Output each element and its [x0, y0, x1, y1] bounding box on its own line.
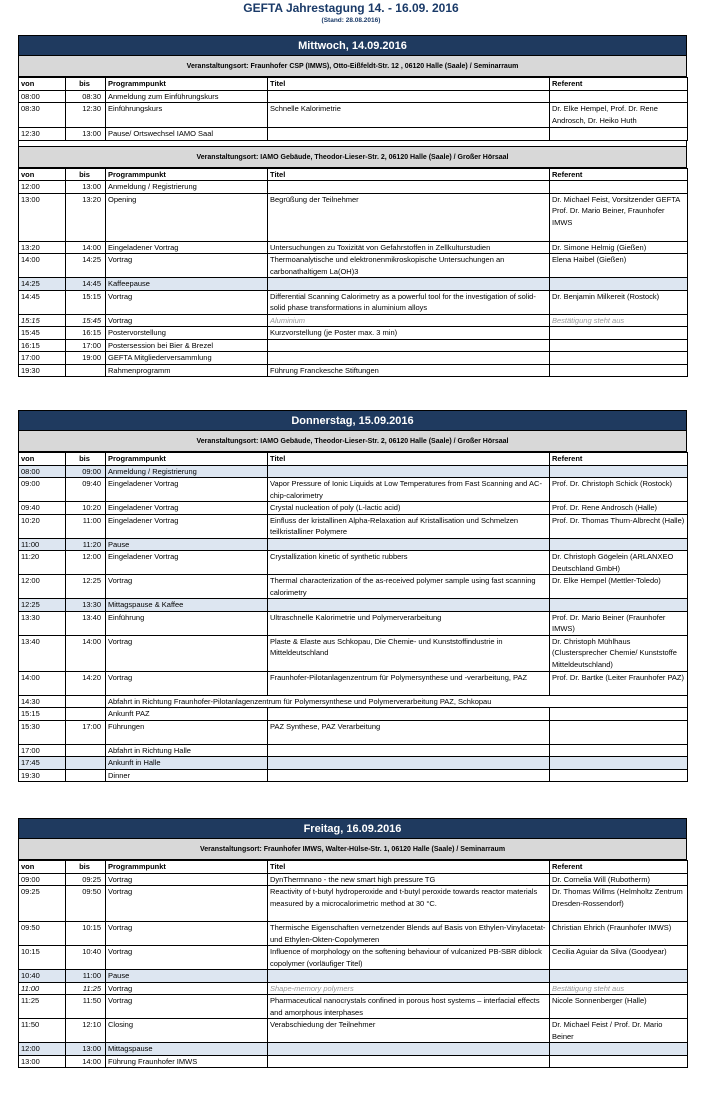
cell-referent: Prof. Dr. Thomas Thurn-Albrecht (Halle): [550, 514, 688, 538]
cell-referent: Dr. Christoph Gögelein (ARLANXEO Deutschland GmbH): [550, 551, 688, 575]
cell-referent: Dr. Benjamin Milkereit (Rostock): [550, 290, 688, 314]
cell-referent: [550, 465, 688, 478]
cell-von: 13:40: [19, 635, 66, 671]
cell-referent: Elena Haibel (Gießen): [550, 254, 688, 278]
cell-referent: Prof. Dr. Bartke (Leiter Fraunhofer PAZ): [550, 671, 688, 695]
cell-bis: 14:00: [66, 1055, 106, 1068]
cell-programmpunkt: Mittagspause & Kaffee: [106, 599, 268, 612]
cell-programmpunkt: Abfahrt in Richtung Halle: [106, 744, 268, 757]
column-header: Referent: [550, 78, 688, 91]
column-header: Referent: [550, 453, 688, 466]
cell-von: 14:00: [19, 254, 66, 278]
cell-von: 11:50: [19, 1019, 66, 1043]
cell-titel: Verabschiedung der Teilnehmer: [268, 1019, 550, 1043]
table-row: [19, 193, 688, 241]
cell-programmpunkt: Führung Fraunhofer IMWS: [106, 1055, 268, 1068]
cell-programmpunkt: Vortrag: [106, 671, 268, 695]
day-section: [18, 410, 687, 782]
cell-referent: [550, 364, 688, 377]
cell-bis: 13:00: [66, 128, 106, 141]
cell-referent: [550, 970, 688, 983]
cell-referent: Nicole Sonnenberger (Halle): [550, 995, 688, 1019]
cell-referent: Prof. Dr. Christoph Schick (Rostock): [550, 478, 688, 502]
cell-von: 10:40: [19, 970, 66, 983]
cell-bis: 13:40: [66, 611, 106, 635]
cell-programmpunkt: Einführungskurs: [106, 103, 268, 128]
table-row: [19, 551, 688, 575]
cell-programmpunkt: Rahmenprogramm: [106, 364, 268, 377]
table-row: [19, 970, 688, 983]
cell-programmpunkt: Eingeladener Vortrag: [106, 241, 268, 254]
day-section: [18, 818, 687, 1068]
cell-bis: 08:30: [66, 90, 106, 103]
cell-von: 09:00: [19, 478, 66, 502]
cell-bis: 11:20: [66, 538, 106, 551]
cell-referent: [550, 744, 688, 757]
day-heading: Freitag, 16.09.2016: [18, 818, 687, 839]
cell-programmpunkt: Vortrag: [106, 922, 268, 946]
schedule-table: [18, 860, 688, 1068]
table-row: [19, 611, 688, 635]
cell-titel: Fraunhofer-Pilotanlagenzentrum für Polymersynthese und -verarbeitung, PAZ: [268, 671, 550, 695]
cell-von: 12:00: [19, 181, 66, 194]
table-row: [19, 1019, 688, 1043]
page-subtitle: (Stand: 28.08.2016): [321, 17, 381, 24]
table-row: [19, 103, 688, 128]
cell-referent: [550, 128, 688, 141]
cell-bis: [66, 708, 106, 721]
table-row: [19, 538, 688, 551]
column-header: Referent: [550, 861, 688, 874]
cell-titel: Schnelle Kalorimetrie: [268, 103, 550, 128]
cell-bis: 14:45: [66, 278, 106, 291]
table-row: [19, 695, 688, 708]
cell-titel: PAZ Synthese, PAZ Verarbeitung: [268, 720, 550, 744]
cell-bis: 14:25: [66, 254, 106, 278]
column-header: von: [19, 168, 66, 181]
cell-titel: DynThermnano - the new smart high pressure TG: [268, 873, 550, 886]
table-row: [19, 886, 688, 922]
cell-von: 15:15: [19, 708, 66, 721]
table-row: [19, 278, 688, 291]
cell-von: 11:00: [19, 538, 66, 551]
cell-von: 15:30: [19, 720, 66, 744]
table-header-row: [19, 168, 688, 181]
column-header: Titel: [268, 453, 550, 466]
cell-titel: Reactivity of t-butyl hydroperoxide and t-butyl peroxide towards reactor materials measured by a microcalorimetric method at 30 °C.: [268, 886, 550, 922]
column-header: Programmpunkt: [106, 861, 268, 874]
cell-bis: 17:00: [66, 339, 106, 352]
venue-row: Veranstaltungsort: IAMO Gebäude, Theodor-Lieser-Str. 2, 06120 Halle (Saale) / Großer Hörsaal: [18, 147, 687, 168]
cell-titel: [268, 352, 550, 365]
cell-bis: 17:00: [66, 720, 106, 744]
cell-titel: Ultraschnelle Kalorimetrie und Polymerverarbeitung: [268, 611, 550, 635]
cell-titel: Einfluss der kristallinen Alpha-Relaxation auf Kristallisation und Schmelzen teilkristalliner Polymere: [268, 514, 550, 538]
cell-programmpunkt: Vortrag: [106, 290, 268, 314]
cell-referent: [550, 538, 688, 551]
cell-referent: [550, 327, 688, 340]
cell-titel: Differential Scanning Calorimetry as a powerful tool for the investigation of solid-solid phase transformations in aluminium alloys: [268, 290, 550, 314]
cell-titel: Plaste & Elaste aus Schkopau, Die Chemie- und Kunststoffindustrie in Mitteldeutschland: [268, 635, 550, 671]
cell-referent: [550, 599, 688, 612]
table-row: [19, 465, 688, 478]
cell-bis: 13:30: [66, 599, 106, 612]
cell-von: 13:00: [19, 1055, 66, 1068]
cell-programmpunkt: Eingeladener Vortrag: [106, 478, 268, 502]
cell-titel: Begrüßung der Teilnehmer: [268, 193, 550, 241]
venue-row: Veranstaltungsort: Fraunhofer IMWS, Walter-Hülse-Str. 1, 06120 Halle (Saale) / Seminarraum: [18, 839, 687, 860]
cell-bis: 11:50: [66, 995, 106, 1019]
table-row: [19, 744, 688, 757]
cell-bis: 16:15: [66, 327, 106, 340]
cell-referent: [550, 339, 688, 352]
cell-programmpunkt: Pause: [106, 538, 268, 551]
cell-programmpunkt: Vortrag: [106, 254, 268, 278]
cell-programmpunkt: Postersession bei Bier & Brezel: [106, 339, 268, 352]
cell-programmpunkt: Anmeldung zum Einführungskurs: [106, 90, 268, 103]
cell-bis: 12:00: [66, 551, 106, 575]
cell-referent: Cecilia Aguiar da Silva (Goodyear): [550, 946, 688, 970]
venue-row: Veranstaltungsort: IAMO Gebäude, Theodor-Lieser-Str. 2, 06120 Halle (Saale) / Großer Hörsaal: [18, 431, 687, 452]
table-row: [19, 254, 688, 278]
cell-titel: Aluminium: [268, 314, 550, 327]
column-header: Programmpunkt: [106, 168, 268, 181]
cell-bis: 09:25: [66, 873, 106, 886]
cell-bis: 13:00: [66, 1043, 106, 1056]
cell-bis: 10:20: [66, 502, 106, 515]
cell-von: 12:30: [19, 128, 66, 141]
column-header: Programmpunkt: [106, 453, 268, 466]
column-header: Titel: [268, 861, 550, 874]
table-row: [19, 90, 688, 103]
cell-referent: Bestätigung steht aus: [550, 314, 688, 327]
cell-titel: [268, 744, 550, 757]
cell-von: 10:20: [19, 514, 66, 538]
cell-von: 15:45: [19, 327, 66, 340]
cell-programmpunkt: Vortrag: [106, 886, 268, 922]
cell-referent: Dr. Thomas Willms (Helmholtz Zentrum Dresden-Rossendorf): [550, 886, 688, 922]
cell-von: 12:25: [19, 599, 66, 612]
table-row: [19, 873, 688, 886]
cell-referent: Dr. Elke Hempel (Mettler-Toledo): [550, 575, 688, 599]
cell-von: 11:20: [19, 551, 66, 575]
schedule-table: [18, 452, 688, 782]
cell-bis: 09:40: [66, 478, 106, 502]
cell-bis: 15:45: [66, 314, 106, 327]
cell-programmpunkt: Vortrag: [106, 946, 268, 970]
cell-titel: Führung Franckesche Stiftungen: [268, 364, 550, 377]
cell-referent: [550, 278, 688, 291]
cell-titel: [268, 769, 550, 782]
cell-von: 13:20: [19, 241, 66, 254]
cell-programmpunkt: Vortrag: [106, 873, 268, 886]
cell-von: 19:30: [19, 364, 66, 377]
cell-titel: [268, 1043, 550, 1056]
cell-von: 17:45: [19, 757, 66, 770]
cell-von: 14:30: [19, 695, 66, 708]
column-header: bis: [66, 453, 106, 466]
column-header: von: [19, 453, 66, 466]
cell-titel: [268, 1055, 550, 1068]
cell-von: 19:30: [19, 769, 66, 782]
cell-programmpunkt: Vortrag: [106, 995, 268, 1019]
cell-programmpunkt: Vortrag: [106, 635, 268, 671]
cell-bis: [66, 744, 106, 757]
cell-programmpunkt: Vortrag: [106, 314, 268, 327]
cell-bis: 13:20: [66, 193, 106, 241]
cell-von: 17:00: [19, 744, 66, 757]
cell-titel: [268, 708, 550, 721]
cell-titel: [268, 278, 550, 291]
cell-referent: [550, 720, 688, 744]
column-header: von: [19, 78, 66, 91]
cell-referent: [550, 352, 688, 365]
venue-row: Veranstaltungsort: Fraunhofer CSP (IMWS), Otto-Eißfeldt-Str. 12 , 06120 Halle (Saale) / Seminarraum: [18, 56, 687, 77]
cell-bis: 10:40: [66, 946, 106, 970]
cell-von: 12:00: [19, 575, 66, 599]
schedule-table: [18, 168, 688, 378]
cell-programmpunkt: Führungen: [106, 720, 268, 744]
cell-programmpunkt: Anmeldung / Registrierung: [106, 465, 268, 478]
cell-von: 14:25: [19, 278, 66, 291]
cell-von: 09:50: [19, 922, 66, 946]
table-row: [19, 181, 688, 194]
cell-programmpunkt: Anmeldung / Registrierung: [106, 181, 268, 194]
cell-titel: [268, 599, 550, 612]
cell-von: 09:25: [19, 886, 66, 922]
column-header: Titel: [268, 168, 550, 181]
cell-programmpunkt: Eingeladener Vortrag: [106, 514, 268, 538]
cell-bis: 15:15: [66, 290, 106, 314]
table-header-row: [19, 78, 688, 91]
cell-programmpunkt: Kaffeepause: [106, 278, 268, 291]
cell-titel: Crystallization kinetic of synthetic rubbers: [268, 551, 550, 575]
cell-titel: [268, 128, 550, 141]
cell-titel: [268, 465, 550, 478]
cell-bis: 12:25: [66, 575, 106, 599]
cell-titel: [268, 757, 550, 770]
cell-bis: 11:00: [66, 514, 106, 538]
column-header: Referent: [550, 168, 688, 181]
cell-von: 10:15: [19, 946, 66, 970]
cell-referent: [550, 769, 688, 782]
cell-von: 13:30: [19, 611, 66, 635]
cell-bis: 19:00: [66, 352, 106, 365]
cell-titel: Thermische Eigenschaften vernetzender Blends auf Basis von Ethylen-Vinylacetat- und Ethylen-Okten-Copolymeren: [268, 922, 550, 946]
day-heading: Mittwoch, 14.09.2016: [18, 35, 687, 56]
day-section: [18, 35, 687, 377]
cell-referent: [550, 181, 688, 194]
cell-programmpunkt: Pause: [106, 970, 268, 983]
cell-programmpunkt: Closing: [106, 1019, 268, 1043]
cell-titel: Pharmaceutical nanocrystals confined in porous host systems – interfacial effects and amorphous interphases: [268, 995, 550, 1019]
cell-bis: 13:00: [66, 181, 106, 194]
cell-titel: [268, 970, 550, 983]
cell-programmpunkt: Eingeladener Vortrag: [106, 551, 268, 575]
table-row: [19, 339, 688, 352]
cell-von: 08:30: [19, 103, 66, 128]
cell-programmpunkt: Einführung: [106, 611, 268, 635]
cell-von: 12:00: [19, 1043, 66, 1056]
cell-titel: Influence of morphology on the softening behaviour of vulcanized PB-SBR diblock copolymer (vorläufiger Titel): [268, 946, 550, 970]
table-row: [19, 757, 688, 770]
cell-von: 11:00: [19, 982, 66, 995]
table-row: [19, 995, 688, 1019]
table-row: [19, 514, 688, 538]
cell-titel: Kurzvorstellung (je Poster max. 3 min): [268, 327, 550, 340]
cell-bis: [66, 364, 106, 377]
cell-von: 16:15: [19, 339, 66, 352]
cell-referent: Christian Ehrich (Fraunhofer IMWS): [550, 922, 688, 946]
cell-referent: Prof. Dr. Mario Beiner (Fraunhofer IMWS): [550, 611, 688, 635]
schedule-table: [18, 77, 688, 141]
table-row: [19, 635, 688, 671]
cell-bis: 10:15: [66, 922, 106, 946]
cell-referent: [550, 90, 688, 103]
table-row: [19, 671, 688, 695]
column-header: von: [19, 861, 66, 874]
table-row: [19, 575, 688, 599]
cell-von: 08:00: [19, 90, 66, 103]
cell-programmpunkt: Abfahrt in Richtung Fraunhofer-Pilotanlagenzentrum für Polymersynthese und Polymerverarbeitung PAZ, Schkopau: [106, 695, 688, 708]
cell-referent: [550, 1043, 688, 1056]
cell-bis: 11:25: [66, 982, 106, 995]
cell-titel: Shape-memory polymers: [268, 982, 550, 995]
cell-referent: Dr. Michael Feist, Vorsitzender GEFTA Prof. Dr. Mario Beiner, Fraunhofer IMWS: [550, 193, 688, 241]
cell-programmpunkt: Ankunft PAZ: [106, 708, 268, 721]
table-row: [19, 314, 688, 327]
cell-referent: Bestätigung steht aus: [550, 982, 688, 995]
cell-von: 15:15: [19, 314, 66, 327]
cell-bis: 14:00: [66, 241, 106, 254]
cell-von: 11:25: [19, 995, 66, 1019]
table-row: [19, 1043, 688, 1056]
table-row: [19, 502, 688, 515]
cell-referent: [550, 708, 688, 721]
table-row: [19, 364, 688, 377]
cell-von: 09:40: [19, 502, 66, 515]
cell-programmpunkt: Opening: [106, 193, 268, 241]
cell-bis: 09:00: [66, 465, 106, 478]
column-header: bis: [66, 78, 106, 91]
cell-referent: Dr. Cornelia Will (Rubotherm): [550, 873, 688, 886]
table-row: [19, 769, 688, 782]
table-header-row: [19, 453, 688, 466]
column-header: bis: [66, 861, 106, 874]
cell-von: 14:00: [19, 671, 66, 695]
cell-bis: 14:00: [66, 635, 106, 671]
cell-programmpunkt: Ankunft in Halle: [106, 757, 268, 770]
cell-von: 17:00: [19, 352, 66, 365]
cell-referent: [550, 757, 688, 770]
page-title: GEFTA Jahrestagung 14. - 16.09. 2016: [243, 1, 459, 15]
table-row: [19, 478, 688, 502]
cell-titel: [268, 339, 550, 352]
table-row: [19, 290, 688, 314]
table-header-row: [19, 861, 688, 874]
cell-programmpunkt: Mittagspause: [106, 1043, 268, 1056]
table-row: [19, 241, 688, 254]
cell-referent: [550, 1055, 688, 1068]
cell-bis: [66, 757, 106, 770]
cell-von: 14:45: [19, 290, 66, 314]
cell-titel: [268, 538, 550, 551]
table-row: [19, 708, 688, 721]
cell-bis: 12:10: [66, 1019, 106, 1043]
cell-bis: 14:20: [66, 671, 106, 695]
cell-referent: Dr. Elke Hempel, Prof. Dr. Rene Androsch, Dr. Heiko Huth: [550, 103, 688, 128]
cell-referent: Dr. Christoph Mühlhaus (Clustersprecher Chemie/ Kunststoffe Mitteldeutschland): [550, 635, 688, 671]
cell-titel: Crystal nucleation of poly (L-lactic acid): [268, 502, 550, 515]
table-row: [19, 128, 688, 141]
cell-programmpunkt: Vortrag: [106, 982, 268, 995]
column-header: bis: [66, 168, 106, 181]
cell-titel: Thermal characterization of the as-received polymer sample using fast scanning calorimetry: [268, 575, 550, 599]
cell-referent: Dr. Michael Feist / Prof. Dr. Mario Beiner: [550, 1019, 688, 1043]
table-row: [19, 599, 688, 612]
cell-von: 13:00: [19, 193, 66, 241]
table-row: [19, 327, 688, 340]
column-header: Programmpunkt: [106, 78, 268, 91]
cell-programmpunkt: Pause/ Ortswechsel IAMO Saal: [106, 128, 268, 141]
cell-bis: 12:30: [66, 103, 106, 128]
cell-bis: [66, 769, 106, 782]
table-row: [19, 1055, 688, 1068]
table-row: [19, 720, 688, 744]
cell-titel: Thermoanalytische und elektronenmikroskopische Untersuchungen an carbonathaltigem La(OH)3: [268, 254, 550, 278]
column-header: Titel: [268, 78, 550, 91]
cell-von: 08:00: [19, 465, 66, 478]
table-row: [19, 922, 688, 946]
cell-programmpunkt: Eingeladener Vortrag: [106, 502, 268, 515]
cell-bis: 11:00: [66, 970, 106, 983]
cell-programmpunkt: GEFTA Mitgliederversammlung: [106, 352, 268, 365]
cell-programmpunkt: Vortrag: [106, 575, 268, 599]
cell-von: 09:00: [19, 873, 66, 886]
cell-programmpunkt: Dinner: [106, 769, 268, 782]
cell-titel: [268, 90, 550, 103]
day-heading: Donnerstag, 15.09.2016: [18, 410, 687, 431]
cell-titel: Vapor Pressure of Ionic Liquids at Low Temperatures from Fast Scanning and AC-chip-calorimetry: [268, 478, 550, 502]
cell-titel: [268, 181, 550, 194]
table-row: [19, 982, 688, 995]
cell-bis: [66, 695, 106, 708]
cell-referent: Prof. Dr. Rene Androsch (Halle): [550, 502, 688, 515]
cell-bis: 09:50: [66, 886, 106, 922]
table-row: [19, 946, 688, 970]
cell-titel: Untersuchungen zu Toxizität von Gefahrstoffen in Zellkulturstudien: [268, 241, 550, 254]
cell-programmpunkt: Postervorstellung: [106, 327, 268, 340]
cell-referent: Dr. Simone Helmig (Gießen): [550, 241, 688, 254]
table-row: [19, 352, 688, 365]
